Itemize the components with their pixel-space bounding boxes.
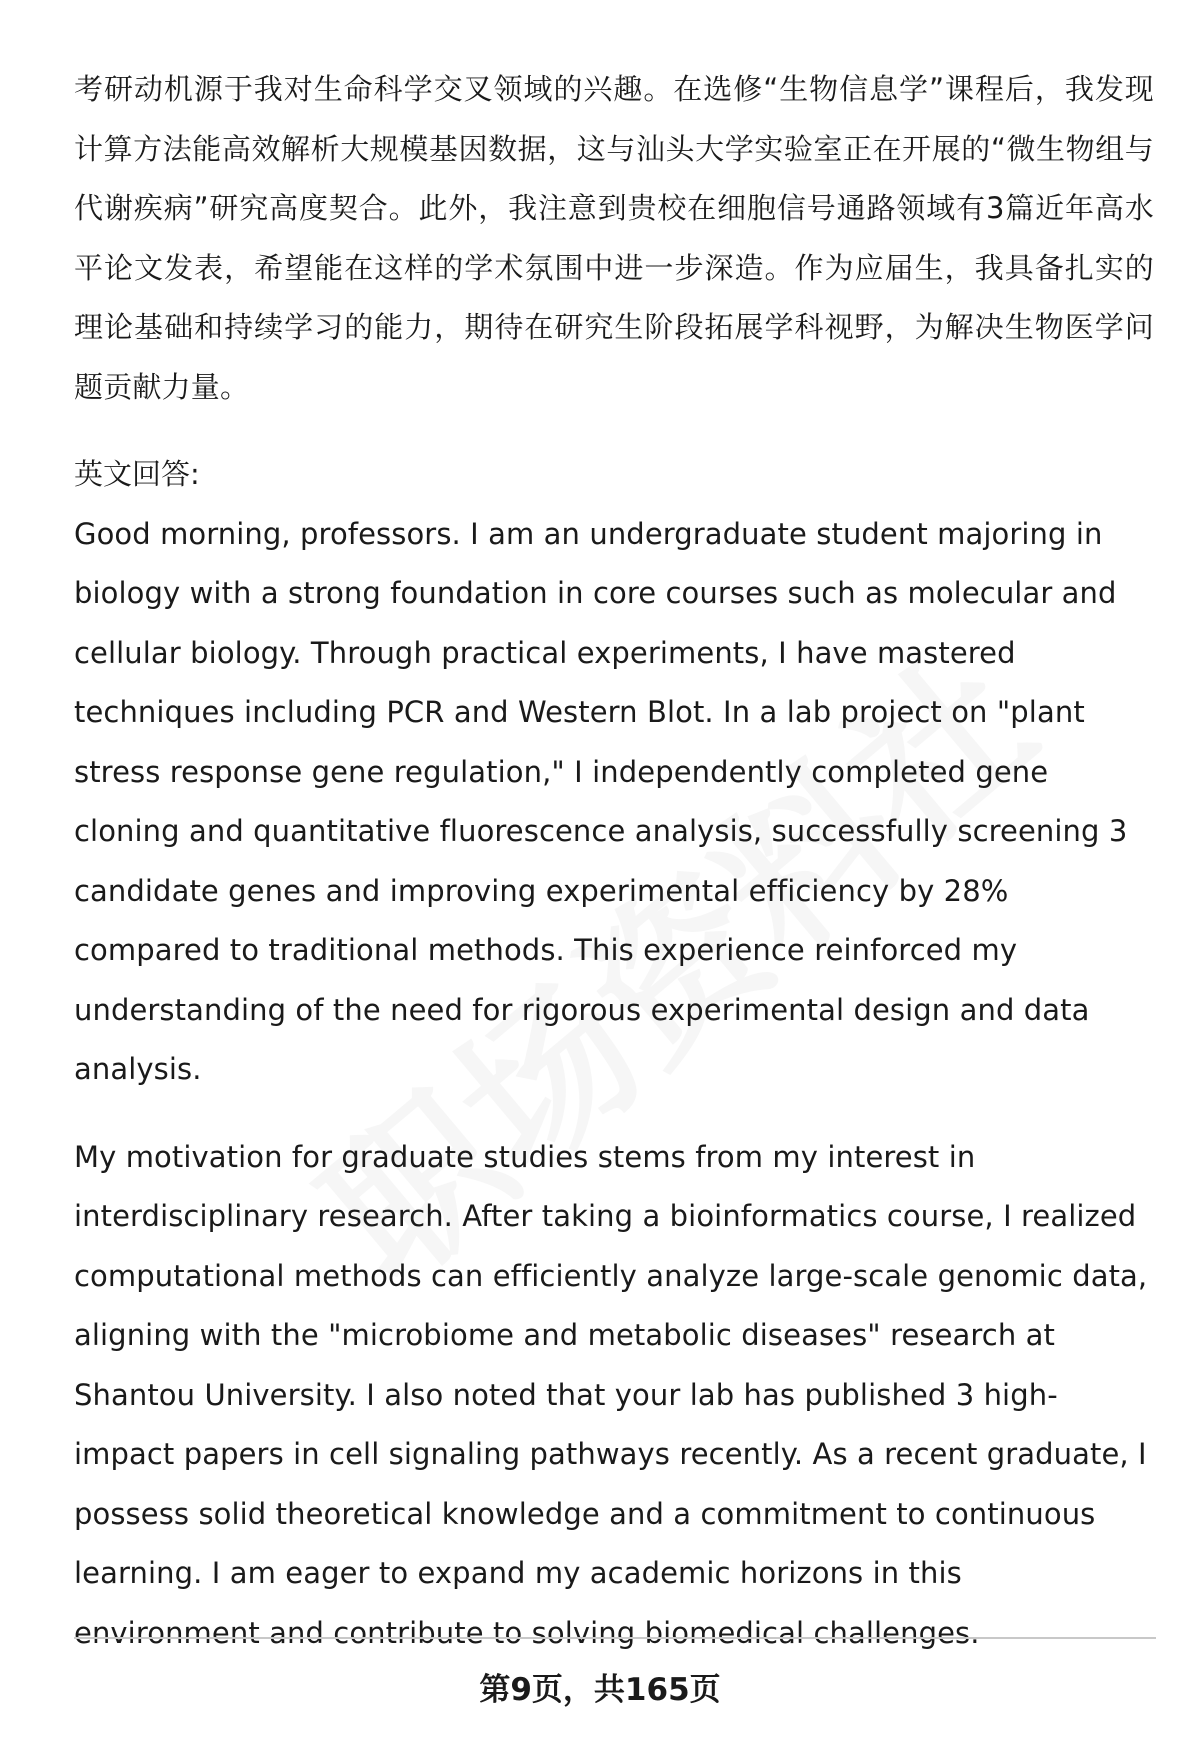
english-answer-paragraph-1: Good morning, professors. I am an undergraduate student majoring in biology with a strong foundation in core courses such as molecular and cellular biology. Through practical experiments, I have mastered techniques including PCR and Western Blot. In a lab project on "plant stress response gene regulation," I independently completed gene cloning and quantitative fluorescence analysis, successfully screening 3 candidate genes and improving experimental efficiency by 28% compared to traditional methods. This experience reinforced my understanding of the need for rigorous experimental design and data analysis. — [74, 516, 1128, 1086]
chinese-answer-paragraph: 考研动机源于我对生命科学交叉领域的兴趣。在选修“生物信息学”课程后，我发现计算方法能高效解析大规模基因数据，这与汕头大学实验室正在开展的“微生物组与代谢疾病”研究高度契合。此外，我注意到贵校在细胞信号通路领域有3篇近年高水平论文发表，希望能在这样的学术氛围中进一步深造。作为应届生，我具备扎实的理论基础和持续学习的能力，期待在研究生阶段拓展学科视野，为解决生物医学问题贡献力量。 — [74, 72, 1154, 404]
english-answer-label: 英文回答: — [74, 457, 200, 491]
footer-divider — [74, 1637, 1156, 1639]
english-answer-paragraph-2: My motivation for graduate studies stems from my interest in interdisciplinary research. After taking a bioinformatics course, I realized computational methods can efficiently analyze large-scale genomic data, aligning with the "microbiome and metabolic diseases" research at Shantou University. I also noted that your lab has published 3 high-impact papers in cell signaling pathways recently. As a recent graduate, I possess solid theoretical knowledge and a commitment to continuous learning. I am eager to expand my academic horizons in this environment and contribute to solving biomedical challenges. — [74, 1139, 1148, 1650]
page-number: 第9页，共165页 — [479, 1672, 721, 1708]
page-content — [74, 60, 1154, 1663]
